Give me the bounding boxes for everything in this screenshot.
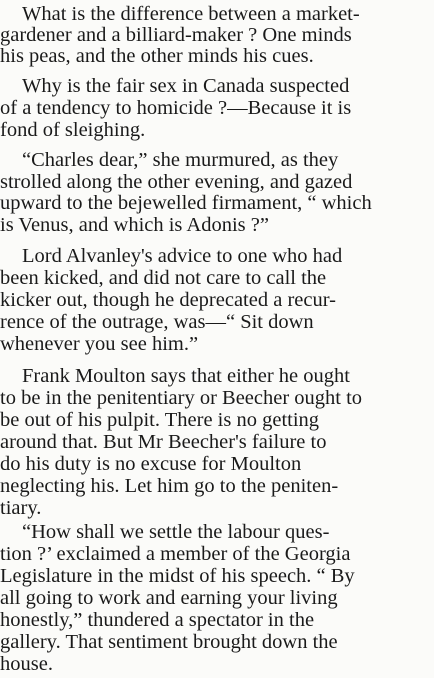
text-line: “How shall we settle the labour ques- — [22, 521, 330, 543]
text-line: to be in the penitentiary or Beecher ought to — [0, 387, 363, 409]
text-line: is Venus, and which is Adonis ?” — [0, 214, 269, 236]
text-line: tiary. — [0, 497, 42, 519]
text-line: Legislature in the midst of his speech. “ By — [0, 565, 355, 587]
text-line: upward to the bejewelled firmament, “ which — [0, 192, 372, 214]
text-line: around that. But Mr Beecher's failure to — [0, 431, 327, 453]
text-line: Frank Moulton says that either he ought — [22, 365, 350, 387]
text-line: “Charles dear,” she murmured, as they — [22, 149, 339, 171]
text-line: do his duty is no excuse for Moulton — [0, 453, 302, 475]
text-line: neglecting his. Let him go to the peniten- — [0, 475, 339, 497]
text-line: gallery. That sentiment brought down the — [0, 631, 338, 653]
text-line: whenever you see him.” — [0, 333, 199, 355]
text-line: tion ?’ exclaimed a member of the Georgia — [0, 543, 351, 565]
text-line: been kicked, and did not care to call the — [0, 267, 327, 289]
text-line: Why is the fair sex in Canada suspected — [22, 75, 350, 97]
text-line: gardener and a billiard-maker ? One minds — [0, 24, 352, 46]
text-line: honestly,” thundered a spectator in the — [0, 609, 315, 631]
text-line: all going to work and earning your living — [0, 587, 338, 609]
text-line: house. — [0, 653, 53, 675]
text-line: Lord Alvanley's advice to one who had — [22, 245, 343, 267]
text-line: rence of the outrage, was—“ Sit down — [0, 311, 314, 333]
text-line: his peas, and the other minds his cues. — [0, 45, 314, 67]
text-line: kicker out, though he deprecated a recur- — [0, 289, 336, 311]
text-line: of a tendency to homicide ?—Because it is — [0, 97, 352, 119]
text-line: be out of his pulpit. There is no getting — [0, 409, 320, 431]
text-line: What is the difference between a market- — [22, 3, 360, 25]
text-line: fond of sleighing. — [0, 119, 146, 141]
text-line: strolled along the other evening, and gazed — [0, 171, 353, 193]
